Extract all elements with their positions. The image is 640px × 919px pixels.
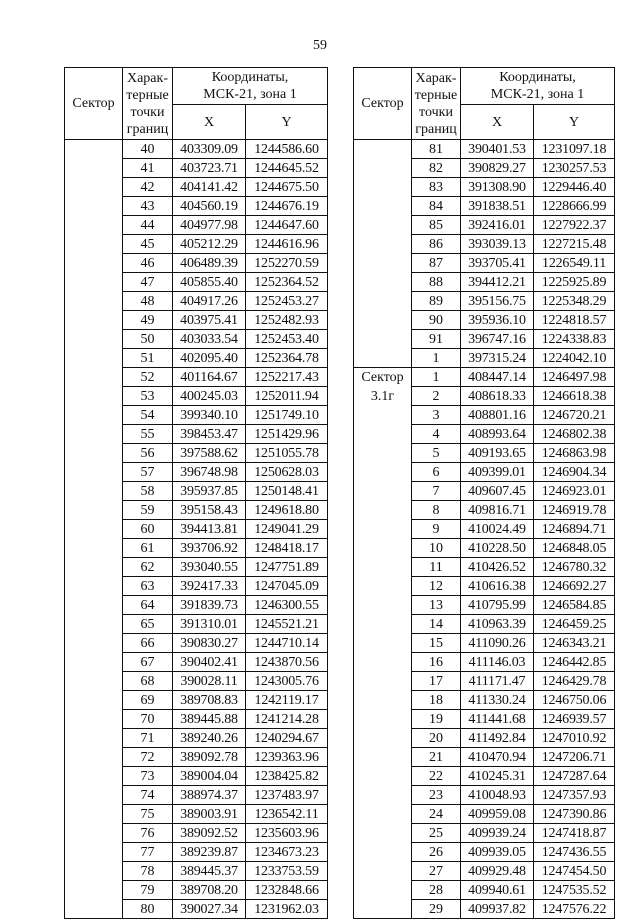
- y-coordinate-cell: 1235603.96: [246, 824, 328, 843]
- point-number-cell: 40: [123, 140, 173, 159]
- sector-cell: [65, 140, 123, 919]
- point-number-cell: 21: [412, 748, 461, 767]
- y-coordinate-cell: 1245521.21: [246, 615, 328, 634]
- y-coordinate-cell: 1246343.21: [534, 634, 615, 653]
- x-coordinate-cell: 410795.99: [461, 596, 534, 615]
- x-coordinate-cell: 391308.90: [461, 178, 534, 197]
- y-coordinate-cell: 1244676.19: [246, 197, 328, 216]
- y-coordinate-cell: 1247357.93: [534, 786, 615, 805]
- x-coordinate-cell: 410426.52: [461, 558, 534, 577]
- y-coordinate-cell: 1247751.89: [246, 558, 328, 577]
- y-coordinate-cell: 1247390.86: [534, 805, 615, 824]
- point-number-cell: 44: [123, 216, 173, 235]
- y-coordinate-cell: 1252217.43: [246, 368, 328, 387]
- table-row: [354, 140, 615, 159]
- x-coordinate-cell: 389004.04: [173, 767, 246, 786]
- y-coordinate-cell: 1225925.89: [534, 273, 615, 292]
- points-header: Харак- терные точки границ: [412, 68, 461, 140]
- point-number-cell: 27: [412, 862, 461, 881]
- point-number-cell: 80: [123, 900, 173, 919]
- y-coordinate-cell: 1232848.66: [246, 881, 328, 900]
- point-number-cell: 72: [123, 748, 173, 767]
- y-coordinate-cell: 1226549.11: [534, 254, 615, 273]
- x-coordinate-cell: 394413.81: [173, 520, 246, 539]
- point-number-cell: 47: [123, 273, 173, 292]
- y-coordinate-cell: 1244586.60: [246, 140, 328, 159]
- x-coordinate-cell: 389092.78: [173, 748, 246, 767]
- x-coordinate-cell: 403309.09: [173, 140, 246, 159]
- x-coordinate-cell: 409937.82: [461, 900, 534, 919]
- x-coordinate-cell: 388974.37: [173, 786, 246, 805]
- point-number-cell: 76: [123, 824, 173, 843]
- point-number-cell: 17: [412, 672, 461, 691]
- x-coordinate-cell: 390027.34: [173, 900, 246, 919]
- y-coordinate-cell: 1251749.10: [246, 406, 328, 425]
- y-coordinate-cell: 1247045.09: [246, 577, 328, 596]
- point-number-cell: 71: [123, 729, 173, 748]
- table-row: [65, 140, 328, 159]
- y-coordinate-cell: 1246904.34: [534, 463, 615, 482]
- y-coordinate-cell: 1246497.98: [534, 368, 615, 387]
- y-coordinate-cell: 1246300.55: [246, 596, 328, 615]
- y-coordinate-cell: 1243870.56: [246, 653, 328, 672]
- y-coordinate-cell: 1243005.76: [246, 672, 328, 691]
- y-coordinate-cell: 1246692.27: [534, 577, 615, 596]
- x-header: X: [461, 105, 534, 140]
- point-number-cell: 7: [412, 482, 461, 501]
- y-coordinate-cell: 1246863.98: [534, 444, 615, 463]
- x-coordinate-cell: 392417.33: [173, 577, 246, 596]
- coordinates-header: Координаты, МСК-21, зона 1: [173, 68, 328, 105]
- y-coordinate-cell: 1244675.50: [246, 178, 328, 197]
- y-coordinate-cell: 1240294.67: [246, 729, 328, 748]
- coordinates-header: Координаты, МСК-21, зона 1: [461, 68, 615, 105]
- point-number-cell: 67: [123, 653, 173, 672]
- x-coordinate-cell: 393705.41: [461, 254, 534, 273]
- point-number-cell: 11: [412, 558, 461, 577]
- table-row: [354, 368, 615, 387]
- x-coordinate-cell: 409959.08: [461, 805, 534, 824]
- y-coordinate-cell: 1229446.40: [534, 178, 615, 197]
- x-coordinate-cell: 400245.03: [173, 387, 246, 406]
- point-number-cell: 9: [412, 520, 461, 539]
- y-coordinate-cell: 1250148.41: [246, 482, 328, 501]
- y-coordinate-cell: 1246802.38: [534, 425, 615, 444]
- point-number-cell: 42: [123, 178, 173, 197]
- x-coordinate-cell: 409939.05: [461, 843, 534, 862]
- y-coordinate-cell: 1247454.50: [534, 862, 615, 881]
- point-number-cell: 68: [123, 672, 173, 691]
- point-number-cell: 82: [412, 159, 461, 178]
- y-coordinate-cell: 1251429.96: [246, 425, 328, 444]
- y-coordinate-cell: 1225348.29: [534, 292, 615, 311]
- x-coordinate-cell: 405212.29: [173, 235, 246, 254]
- point-number-cell: 16: [412, 653, 461, 672]
- x-coordinate-cell: 409193.65: [461, 444, 534, 463]
- point-number-cell: 28: [412, 881, 461, 900]
- x-coordinate-cell: 389240.26: [173, 729, 246, 748]
- y-coordinate-cell: 1246939.57: [534, 710, 615, 729]
- point-number-cell: 41: [123, 159, 173, 178]
- point-number-cell: 60: [123, 520, 173, 539]
- y-coordinate-cell: 1227215.48: [534, 235, 615, 254]
- x-coordinate-cell: 410024.49: [461, 520, 534, 539]
- point-number-cell: 24: [412, 805, 461, 824]
- point-number-cell: 23: [412, 786, 461, 805]
- y-coordinate-cell: 1244647.60: [246, 216, 328, 235]
- x-coordinate-cell: 389708.83: [173, 691, 246, 710]
- point-number-cell: 26: [412, 843, 461, 862]
- y-coordinate-cell: 1246780.32: [534, 558, 615, 577]
- point-number-cell: 70: [123, 710, 173, 729]
- sector-header: Сектор: [65, 68, 123, 140]
- x-coordinate-cell: 390830.27: [173, 634, 246, 653]
- point-number-cell: 57: [123, 463, 173, 482]
- x-coordinate-cell: 410616.38: [461, 577, 534, 596]
- point-number-cell: 12: [412, 577, 461, 596]
- point-number-cell: 43: [123, 197, 173, 216]
- x-coordinate-cell: 404141.42: [173, 178, 246, 197]
- point-number-cell: 2: [412, 387, 461, 406]
- x-coordinate-cell: 402095.40: [173, 349, 246, 368]
- point-number-cell: 59: [123, 501, 173, 520]
- point-number-cell: 52: [123, 368, 173, 387]
- page-number: 59: [313, 38, 327, 53]
- sector-header: Сектор: [354, 68, 412, 140]
- x-coordinate-cell: 390028.11: [173, 672, 246, 691]
- y-coordinate-cell: 1241214.28: [246, 710, 328, 729]
- y-header: Y: [246, 105, 328, 140]
- point-number-cell: 55: [123, 425, 173, 444]
- point-number-cell: 46: [123, 254, 173, 273]
- x-coordinate-cell: 398453.47: [173, 425, 246, 444]
- point-number-cell: 13: [412, 596, 461, 615]
- x-coordinate-cell: 403975.41: [173, 311, 246, 330]
- x-coordinate-cell: 409939.24: [461, 824, 534, 843]
- y-coordinate-cell: 1246618.38: [534, 387, 615, 406]
- point-number-cell: 22: [412, 767, 461, 786]
- point-number-cell: 15: [412, 634, 461, 653]
- y-header: Y: [534, 105, 615, 140]
- x-coordinate-cell: 391839.73: [173, 596, 246, 615]
- x-coordinate-cell: 391310.01: [173, 615, 246, 634]
- x-coordinate-cell: 404917.26: [173, 292, 246, 311]
- point-number-cell: 18: [412, 691, 461, 710]
- x-coordinate-cell: 409929.48: [461, 862, 534, 881]
- y-coordinate-cell: 1224042.10: [534, 349, 615, 368]
- x-coordinate-cell: 395937.85: [173, 482, 246, 501]
- y-coordinate-cell: 1227922.37: [534, 216, 615, 235]
- y-coordinate-cell: 1234673.23: [246, 843, 328, 862]
- x-coordinate-cell: 403033.54: [173, 330, 246, 349]
- point-number-cell: 64: [123, 596, 173, 615]
- y-coordinate-cell: 1249041.29: [246, 520, 328, 539]
- y-coordinate-cell: 1252270.59: [246, 254, 328, 273]
- y-coordinate-cell: 1249618.80: [246, 501, 328, 520]
- y-coordinate-cell: 1231962.03: [246, 900, 328, 919]
- x-coordinate-cell: 393706.92: [173, 539, 246, 558]
- x-coordinate-cell: 408447.14: [461, 368, 534, 387]
- point-number-cell: 87: [412, 254, 461, 273]
- point-number-cell: 1: [412, 349, 461, 368]
- y-coordinate-cell: 1248418.17: [246, 539, 328, 558]
- point-number-cell: 86: [412, 235, 461, 254]
- point-number-cell: 62: [123, 558, 173, 577]
- x-coordinate-cell: 408618.33: [461, 387, 534, 406]
- y-coordinate-cell: 1247010.92: [534, 729, 615, 748]
- point-number-cell: 77: [123, 843, 173, 862]
- point-number-cell: 45: [123, 235, 173, 254]
- x-coordinate-cell: 389003.91: [173, 805, 246, 824]
- point-number-cell: 5: [412, 444, 461, 463]
- points-header: Харак- терные точки границ: [123, 68, 173, 140]
- point-number-cell: 50: [123, 330, 173, 349]
- x-coordinate-cell: 389239.87: [173, 843, 246, 862]
- coordinates-table-right: [353, 67, 615, 919]
- point-number-cell: 61: [123, 539, 173, 558]
- x-coordinate-cell: 409816.71: [461, 501, 534, 520]
- x-coordinate-cell: 392416.01: [461, 216, 534, 235]
- y-coordinate-cell: 1252453.27: [246, 292, 328, 311]
- y-coordinate-cell: 1224338.83: [534, 330, 615, 349]
- x-coordinate-cell: 395936.10: [461, 311, 534, 330]
- point-number-cell: 51: [123, 349, 173, 368]
- y-coordinate-cell: 1244645.52: [246, 159, 328, 178]
- x-coordinate-cell: 397588.62: [173, 444, 246, 463]
- x-coordinate-cell: 411090.26: [461, 634, 534, 653]
- x-coordinate-cell: 409607.45: [461, 482, 534, 501]
- x-coordinate-cell: 410048.93: [461, 786, 534, 805]
- point-number-cell: 25: [412, 824, 461, 843]
- x-coordinate-cell: 410228.50: [461, 539, 534, 558]
- x-coordinate-cell: 399340.10: [173, 406, 246, 425]
- point-number-cell: 81: [412, 140, 461, 159]
- x-coordinate-cell: 389445.37: [173, 862, 246, 881]
- point-number-cell: 20: [412, 729, 461, 748]
- sector-cell: Сектор 3.1г: [354, 368, 412, 919]
- y-coordinate-cell: 1251055.78: [246, 444, 328, 463]
- x-coordinate-cell: 397315.24: [461, 349, 534, 368]
- point-number-cell: 85: [412, 216, 461, 235]
- y-coordinate-cell: 1246848.05: [534, 539, 615, 558]
- point-number-cell: 56: [123, 444, 173, 463]
- point-number-cell: 58: [123, 482, 173, 501]
- y-coordinate-cell: 1242119.17: [246, 691, 328, 710]
- x-coordinate-cell: 411171.47: [461, 672, 534, 691]
- x-coordinate-cell: 395158.43: [173, 501, 246, 520]
- point-number-cell: 89: [412, 292, 461, 311]
- point-number-cell: 14: [412, 615, 461, 634]
- point-number-cell: 48: [123, 292, 173, 311]
- y-coordinate-cell: 1239363.96: [246, 748, 328, 767]
- x-coordinate-cell: 406489.39: [173, 254, 246, 273]
- x-coordinate-cell: 389445.88: [173, 710, 246, 729]
- x-coordinate-cell: 404977.98: [173, 216, 246, 235]
- x-coordinate-cell: 390401.53: [461, 140, 534, 159]
- y-coordinate-cell: 1247206.71: [534, 748, 615, 767]
- point-number-cell: 3: [412, 406, 461, 425]
- y-coordinate-cell: 1252364.52: [246, 273, 328, 292]
- x-coordinate-cell: 389708.20: [173, 881, 246, 900]
- point-number-cell: 19: [412, 710, 461, 729]
- point-number-cell: 91: [412, 330, 461, 349]
- x-coordinate-cell: 409399.01: [461, 463, 534, 482]
- y-coordinate-cell: 1247287.64: [534, 767, 615, 786]
- x-coordinate-cell: 396748.98: [173, 463, 246, 482]
- x-coordinate-cell: 393039.13: [461, 235, 534, 254]
- y-coordinate-cell: 1247418.87: [534, 824, 615, 843]
- x-coordinate-cell: 389092.52: [173, 824, 246, 843]
- point-number-cell: 49: [123, 311, 173, 330]
- x-coordinate-cell: 394412.21: [461, 273, 534, 292]
- point-number-cell: 88: [412, 273, 461, 292]
- x-coordinate-cell: 411146.03: [461, 653, 534, 672]
- x-coordinate-cell: 410963.39: [461, 615, 534, 634]
- x-coordinate-cell: 391838.51: [461, 197, 534, 216]
- x-coordinate-cell: 409940.61: [461, 881, 534, 900]
- y-coordinate-cell: 1247436.55: [534, 843, 615, 862]
- y-coordinate-cell: 1246750.06: [534, 691, 615, 710]
- x-coordinate-cell: 411492.84: [461, 729, 534, 748]
- point-number-cell: 29: [412, 900, 461, 919]
- x-coordinate-cell: 405855.40: [173, 273, 246, 292]
- x-coordinate-cell: 395156.75: [461, 292, 534, 311]
- x-coordinate-cell: 401164.67: [173, 368, 246, 387]
- x-coordinate-cell: 411441.68: [461, 710, 534, 729]
- y-coordinate-cell: 1246459.25: [534, 615, 615, 634]
- x-coordinate-cell: 390829.27: [461, 159, 534, 178]
- y-coordinate-cell: 1246923.01: [534, 482, 615, 501]
- point-number-cell: 83: [412, 178, 461, 197]
- x-coordinate-cell: 408993.64: [461, 425, 534, 444]
- point-number-cell: 65: [123, 615, 173, 634]
- y-coordinate-cell: 1237483.97: [246, 786, 328, 805]
- y-coordinate-cell: 1231097.18: [534, 140, 615, 159]
- point-number-cell: 54: [123, 406, 173, 425]
- y-coordinate-cell: 1238425.82: [246, 767, 328, 786]
- x-coordinate-cell: 410245.31: [461, 767, 534, 786]
- x-header: X: [173, 105, 246, 140]
- point-number-cell: 53: [123, 387, 173, 406]
- y-coordinate-cell: 1246584.85: [534, 596, 615, 615]
- point-number-cell: 78: [123, 862, 173, 881]
- point-number-cell: 75: [123, 805, 173, 824]
- y-coordinate-cell: 1252011.94: [246, 387, 328, 406]
- y-coordinate-cell: 1252453.40: [246, 330, 328, 349]
- x-coordinate-cell: 403723.71: [173, 159, 246, 178]
- y-coordinate-cell: 1250628.03: [246, 463, 328, 482]
- point-number-cell: 1: [412, 368, 461, 387]
- y-coordinate-cell: 1247576.22: [534, 900, 615, 919]
- point-number-cell: 73: [123, 767, 173, 786]
- y-coordinate-cell: 1252482.93: [246, 311, 328, 330]
- x-coordinate-cell: 410470.94: [461, 748, 534, 767]
- point-number-cell: 4: [412, 425, 461, 444]
- y-coordinate-cell: 1224818.57: [534, 311, 615, 330]
- y-coordinate-cell: 1247535.52: [534, 881, 615, 900]
- y-coordinate-cell: 1246894.71: [534, 520, 615, 539]
- x-coordinate-cell: 396747.16: [461, 330, 534, 349]
- point-number-cell: 74: [123, 786, 173, 805]
- x-coordinate-cell: 411330.24: [461, 691, 534, 710]
- point-number-cell: 69: [123, 691, 173, 710]
- point-number-cell: 66: [123, 634, 173, 653]
- y-coordinate-cell: 1236542.11: [246, 805, 328, 824]
- y-coordinate-cell: 1246442.85: [534, 653, 615, 672]
- x-coordinate-cell: 408801.16: [461, 406, 534, 425]
- y-coordinate-cell: 1246429.78: [534, 672, 615, 691]
- point-number-cell: 84: [412, 197, 461, 216]
- point-number-cell: 63: [123, 577, 173, 596]
- coordinates-table-left: [64, 67, 328, 919]
- x-coordinate-cell: 404560.19: [173, 197, 246, 216]
- y-coordinate-cell: 1244710.14: [246, 634, 328, 653]
- point-number-cell: 90: [412, 311, 461, 330]
- y-coordinate-cell: 1244616.96: [246, 235, 328, 254]
- y-coordinate-cell: 1233753.59: [246, 862, 328, 881]
- y-coordinate-cell: 1230257.53: [534, 159, 615, 178]
- y-coordinate-cell: 1228666.99: [534, 197, 615, 216]
- y-coordinate-cell: 1252364.78: [246, 349, 328, 368]
- point-number-cell: 10: [412, 539, 461, 558]
- point-number-cell: 8: [412, 501, 461, 520]
- sector-cell: [354, 140, 412, 368]
- point-number-cell: 79: [123, 881, 173, 900]
- y-coordinate-cell: 1246919.78: [534, 501, 615, 520]
- point-number-cell: 6: [412, 463, 461, 482]
- x-coordinate-cell: 390402.41: [173, 653, 246, 672]
- x-coordinate-cell: 393040.55: [173, 558, 246, 577]
- y-coordinate-cell: 1246720.21: [534, 406, 615, 425]
